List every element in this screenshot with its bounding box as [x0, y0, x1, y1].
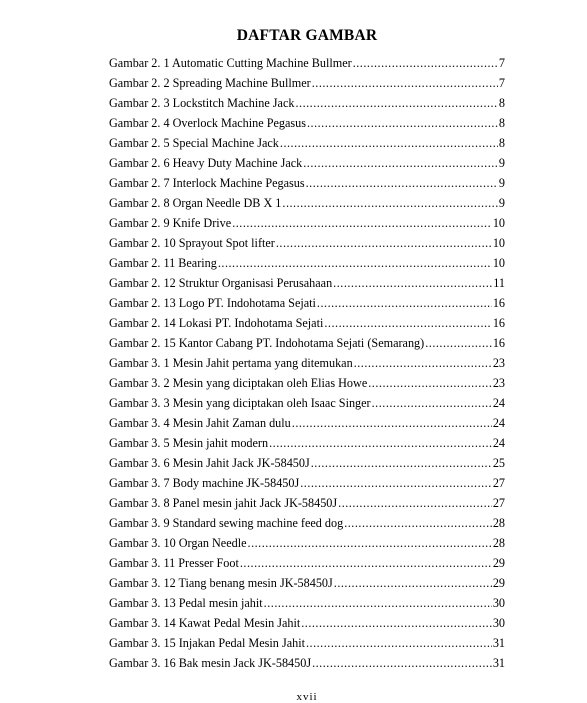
figure-list-item [109, 212, 505, 232]
figure-page-number: 8 [498, 116, 505, 130]
figure-list-item [109, 472, 505, 492]
figure-list-item [109, 572, 505, 592]
dot-leader [353, 55, 498, 72]
figure-page-number: 29 [492, 556, 505, 570]
figure-page-number: 16 [492, 336, 505, 350]
figure-list-item [109, 132, 505, 152]
figure-list-item [109, 392, 505, 412]
figure-caption: Gambar 2. 4 Overlock Machine Pegasus [109, 116, 306, 130]
figure-caption: Gambar 3. 9 Standard sewing machine feed dog [109, 516, 344, 530]
figure-caption: Gambar 3. 13 Pedal mesin jahit [109, 596, 263, 610]
figure-page-number: 24 [492, 416, 505, 430]
figure-page-number: 23 [492, 356, 505, 370]
figure-caption: Gambar 2. 5 Special Machine Jack [109, 136, 279, 150]
figure-page-number: 8 [498, 96, 505, 110]
figure-caption: Gambar 3. 3 Mesin yang diciptakan oleh Isaac Singer [109, 396, 371, 410]
figure-caption: Gambar 2. 13 Logo PT. Indohotama Sejati [109, 296, 316, 310]
figure-page-number: 24 [492, 436, 505, 450]
dot-leader [338, 495, 492, 512]
figure-page-number: 28 [492, 536, 505, 550]
dot-leader [372, 395, 492, 412]
dot-leader [303, 155, 498, 172]
figure-caption: Gambar 2. 14 Lokasi PT. Indohotama Sejati [109, 316, 324, 330]
dot-leader [324, 315, 491, 332]
figure-page-number: 27 [492, 496, 505, 510]
figure-caption: Gambar 3. 11 Presser Foot [109, 556, 239, 570]
figure-list-item [109, 52, 505, 72]
figure-caption: Gambar 2. 9 Knife Drive [109, 216, 232, 230]
figure-caption: Gambar 2. 6 Heavy Duty Machine Jack [109, 156, 303, 170]
dot-leader [240, 555, 492, 572]
dot-leader [282, 195, 498, 212]
dot-leader [368, 375, 492, 392]
dot-leader [344, 515, 492, 532]
figure-caption: Gambar 2. 1 Automatic Cutting Machine Bullmer [109, 56, 352, 70]
dot-leader [264, 595, 492, 612]
figure-list-item [109, 112, 505, 132]
figure-list-item [109, 152, 505, 172]
figure-list-item [109, 432, 505, 452]
figure-list-item [109, 532, 505, 552]
figure-caption: Gambar 2. 7 Interlock Machine Pegasus [109, 176, 305, 190]
figure-page-number: 10 [492, 216, 505, 230]
figure-page-number: 9 [498, 196, 505, 210]
figure-caption: Gambar 2. 12 Struktur Organisasi Perusahaan [109, 276, 333, 290]
dot-leader [307, 115, 498, 132]
dot-leader [311, 455, 492, 472]
dot-leader [312, 655, 492, 672]
dot-leader [295, 95, 497, 112]
page-title: DAFTAR GAMBAR [236, 27, 378, 44]
figure-page-number: 8 [498, 136, 505, 150]
dot-leader [301, 615, 492, 632]
figure-caption: Gambar 3. 4 Mesin Jahit Zaman dulu [109, 416, 291, 430]
figure-page-number: 25 [492, 456, 505, 470]
dot-leader [334, 575, 492, 592]
dot-leader [300, 475, 492, 492]
figure-page-number: 31 [492, 636, 505, 650]
figure-list-item [109, 252, 505, 272]
dot-leader [317, 295, 492, 312]
figure-page-number: 10 [492, 256, 505, 270]
figure-list-item [109, 272, 505, 292]
dot-leader [312, 75, 498, 92]
dot-leader [232, 215, 492, 232]
figure-list-item [109, 332, 505, 352]
dot-leader [218, 255, 492, 272]
figure-page-number: 16 [492, 296, 505, 310]
page-number: xvii [296, 691, 318, 703]
figure-caption: Gambar 3. 7 Body machine JK-58450J [109, 476, 300, 490]
figure-caption: Gambar 3. 1 Mesin Jahit pertama yang ditemukan [109, 356, 353, 370]
dot-leader [306, 175, 498, 192]
figure-page-number: 24 [492, 396, 505, 410]
dot-leader [248, 535, 492, 552]
figure-caption: Gambar 2. 2 Spreading Machine Bullmer [109, 76, 311, 90]
figure-list-item [109, 452, 505, 472]
figure-list-item [109, 512, 505, 532]
figure-list-item [109, 632, 505, 652]
dot-leader [333, 275, 492, 292]
figure-page-number: 9 [498, 176, 505, 190]
figure-list-item [109, 232, 505, 252]
figure-caption: Gambar 2. 3 Lockstitch Machine Jack [109, 96, 295, 110]
figure-page-number: 10 [492, 236, 505, 250]
figure-page-number: 7 [498, 76, 505, 90]
figure-list-item [109, 492, 505, 512]
figure-caption: Gambar 2. 10 Sprayout Spot lifter [109, 236, 275, 250]
figure-list-item [109, 612, 505, 632]
figure-page-number: 30 [492, 616, 505, 630]
figure-list-item [109, 412, 505, 432]
figure-caption: Gambar 3. 2 Mesin yang diciptakan oleh Elias Howe [109, 376, 368, 390]
figure-page-number: 30 [492, 596, 505, 610]
dot-leader [292, 415, 492, 432]
figure-caption: Gambar 2. 11 Bearing [109, 256, 217, 270]
figure-page-number: 31 [492, 656, 505, 670]
figure-page-number: 27 [492, 476, 505, 490]
figure-caption: Gambar 3. 12 Tiang benang mesin JK-58450J [109, 576, 333, 590]
figure-list-item [109, 352, 505, 372]
figure-caption: Gambar 3. 15 Injakan Pedal Mesin Jahit [109, 636, 305, 650]
figure-list-item [109, 592, 505, 612]
dot-leader [354, 355, 492, 372]
figure-page-number: 28 [492, 516, 505, 530]
dot-leader [425, 335, 492, 352]
figure-list-item [109, 652, 505, 672]
figure-list-item [109, 312, 505, 332]
dot-leader [269, 435, 492, 452]
figure-page-number: 23 [492, 376, 505, 390]
figure-page-number: 7 [498, 56, 505, 70]
dot-leader [276, 235, 492, 252]
figure-caption: Gambar 3. 6 Mesin Jahit Jack JK-58450J [109, 456, 310, 470]
figure-page-number: 9 [498, 156, 505, 170]
figure-caption: Gambar 3. 5 Mesin jahit modern [109, 436, 269, 450]
figure-list-item [109, 72, 505, 92]
figure-caption: Gambar 3. 8 Panel mesin jahit Jack JK-58450J [109, 496, 338, 510]
figure-list-item [109, 292, 505, 312]
figure-caption: Gambar 2. 15 Kantor Cabang PT. Indohotama Sejati (Semarang) [109, 336, 425, 350]
figure-caption: Gambar 3. 14 Kawat Pedal Mesin Jahit [109, 616, 301, 630]
figure-caption: Gambar 2. 8 Organ Needle DB X 1 [109, 196, 282, 210]
dot-leader [306, 635, 492, 652]
figure-list-item [109, 92, 505, 112]
figure-page-number: 11 [493, 276, 505, 290]
figure-list-item [109, 192, 505, 212]
figure-caption: Gambar 3. 10 Organ Needle [109, 536, 247, 550]
figure-list-item [109, 552, 505, 572]
figure-list-item [109, 172, 505, 192]
figure-list [109, 52, 505, 672]
figure-page-number: 29 [492, 576, 505, 590]
figure-page-number: 16 [492, 316, 505, 330]
dot-leader [280, 135, 498, 152]
figure-caption: Gambar 3. 16 Bak mesin Jack JK-58450J [109, 656, 312, 670]
figure-list-item [109, 372, 505, 392]
